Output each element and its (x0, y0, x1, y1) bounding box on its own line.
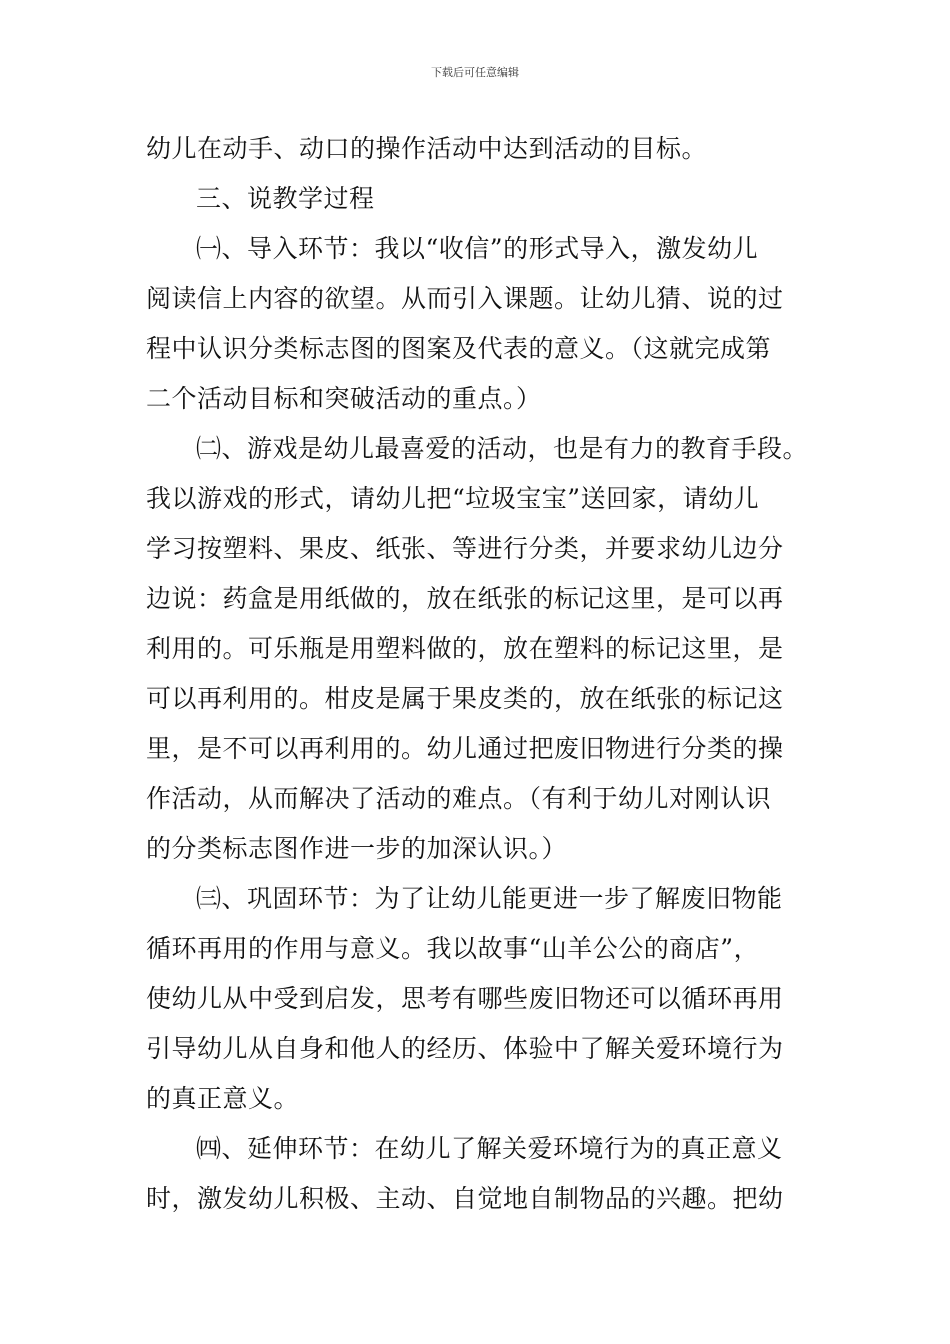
text-line: 三、说教学过程 (196, 184, 375, 213)
text-line: 引导幼儿从自身和他人的经历、体验中了解关爱环境行为 (146, 1034, 784, 1063)
text-line: 的分类标志图作进一步的加深认识。） (146, 834, 568, 863)
text-line: ㈡、游戏是幼儿最喜爱的活动，也是有力的教育手段。 (196, 434, 809, 463)
text-line: 时，激发幼儿积极、主动、自觉地自制物品的兴趣。把幼 (146, 1184, 784, 1213)
text-line: 学习按塑料、果皮、纸张、等进行分类，并要求幼儿边分 (146, 534, 784, 563)
page-header: 下载后可任意编辑 (431, 66, 519, 79)
text-line: ㈣、延伸环节：在幼儿了解关爱环境行为的真正意义 (196, 1134, 783, 1163)
text-line: 利用的。可乐瓶是用塑料做的，放在塑料的标记这里，是 (146, 634, 784, 663)
document-body (146, 124, 816, 1224)
text-line: 边说：药盒是用纸做的，放在纸张的标记这里，是可以再 (146, 584, 784, 613)
text-line: 的真正意义。 (146, 1084, 300, 1113)
text-line: 可以再利用的。柑皮是属于果皮类的，放在纸张的标记这 (146, 684, 784, 713)
text-line: 程中认识分类标志图的图案及代表的意义。（这就完成第 (146, 334, 772, 363)
text-line: 里，是不可以再利用的。幼儿通过把废旧物进行分类的操 (146, 734, 784, 763)
text-line: 使幼儿从中受到启发，思考有哪些废旧物还可以循环再用 (146, 984, 784, 1013)
text-line: 幼儿在动手、动口的操作活动中达到活动的目标。 (146, 134, 708, 163)
text-line: 循环再用的作用与意义。我以故事“山羊公公的商店”， (146, 934, 760, 963)
text-line: 阅读信上内容的欲望。从而引入课题。让幼儿猜、说的过 (146, 284, 784, 313)
text-line: 作活动，从而解决了活动的难点。（有利于幼儿对刚认识 (146, 784, 772, 813)
text-line: ㈠、导入环节：我以“收信”的形式导入，激发幼儿 (196, 234, 759, 263)
text-line: 我以游戏的形式，请幼儿把“垃圾宝宝”送回家，请幼儿 (146, 484, 760, 513)
text-line: ㈢、巩固环节：为了让幼儿能更进一步了解废旧物能 (196, 884, 783, 913)
text-line: 二个活动目标和突破活动的重点。） (146, 384, 542, 413)
